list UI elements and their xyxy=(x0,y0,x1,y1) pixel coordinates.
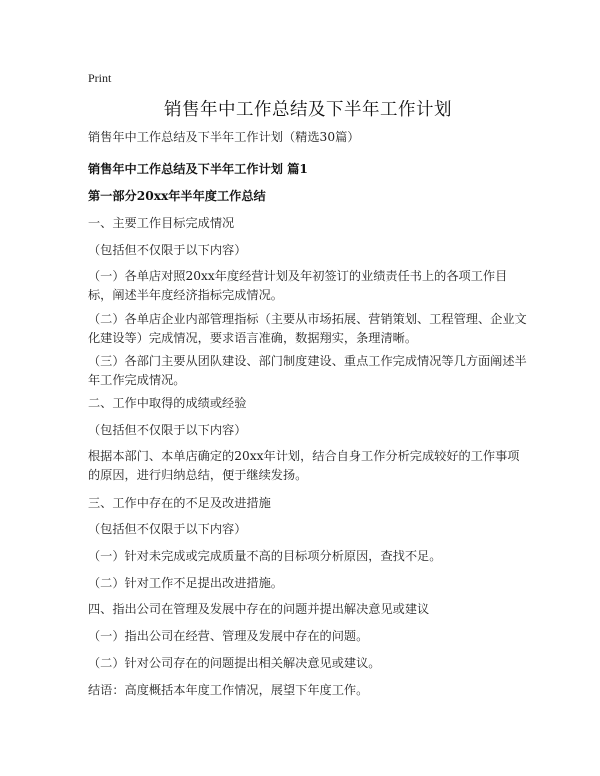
paragraph: 根据本部门、本单店确定的20xx年计划，结合自身工作分析完成较好的工作事项的原因，进行归纳总结，便于继续发扬。 xyxy=(88,449,520,482)
paragraph: 二、工作中取得的成绩或经验 xyxy=(88,396,247,410)
paragraph: 一、主要工作目标完成情况 xyxy=(88,216,235,230)
paragraph: （三）各部门主要从团队建设、部门制度建设、重点工作完成情况等几方面阐述半年工作完成情况。 xyxy=(88,354,527,387)
section-heading: 第一部分20xx年半年度工作总结 xyxy=(88,189,266,203)
paragraph: 四、指出公司在管理及发展中存在的问题并提出解决意见或建议 xyxy=(88,602,430,616)
paragraph: 三、工作中存在的不足及改进措施 xyxy=(88,496,271,510)
section-heading: 销售年中工作总结及下半年工作计划 篇1 xyxy=(88,162,308,176)
paragraph: （包括但不仅限于以下内容） xyxy=(88,423,247,437)
paragraph: （二）各单店企业内部管理指标（主要从市场拓展、营销策划、工程管理、企业文化建设等）完成情况，要求语言准确，数据翔实，条理清晰。 xyxy=(88,312,527,345)
paragraph: （一）针对未完成或完成质量不高的目标项分析原因，查找不足。 xyxy=(88,549,442,563)
paragraph: （二）针对公司存在的问题提出相关解决意见或建议。 xyxy=(88,656,381,670)
paragraph: （包括但不仅限于以下内容） xyxy=(88,243,247,257)
paragraph: （包括但不仅限于以下内容） xyxy=(88,522,247,536)
paragraph: （二）针对工作不足提出改进措施。 xyxy=(88,576,283,590)
paragraph: （一）指出公司在经营、管理及发展中存在的问题。 xyxy=(88,629,369,643)
page-title: 销售年中工作总结及下半年工作计划 xyxy=(164,100,452,120)
paragraph: （一）各单店对照20xx年度经营计划及年初签订的业绩责任书上的各项工作目标，阐述半年度经济指标完成情况。 xyxy=(88,269,508,302)
print-label: Print xyxy=(88,71,112,85)
paragraph: 结语：高度概括本年度工作情况，展望下年度工作。 xyxy=(88,683,369,697)
paragraph: 销售年中工作总结及下半年工作计划（精选30篇） xyxy=(88,130,360,144)
